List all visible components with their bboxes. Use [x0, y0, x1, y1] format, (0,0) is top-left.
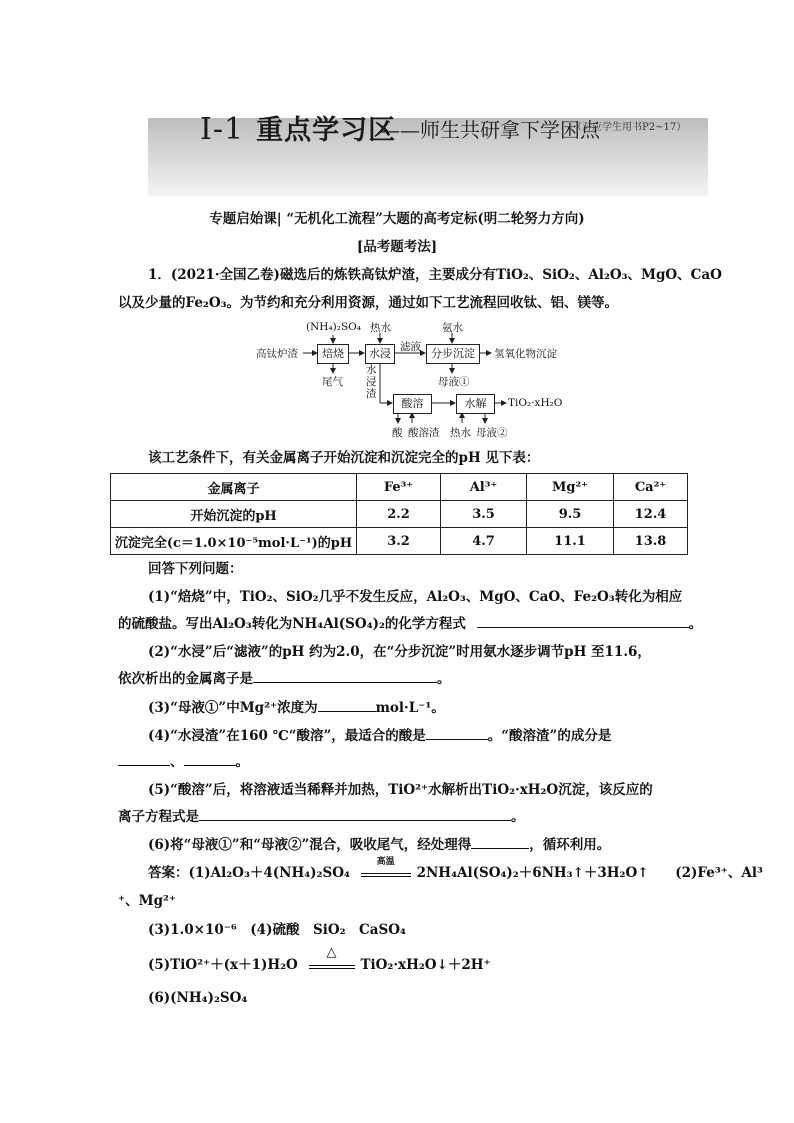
flow-label-filtrate: 滤液 [400, 341, 421, 353]
answer-1-condition [361, 857, 411, 877]
table-row [111, 528, 688, 555]
question-stem-line1: 1．(2021·全国乙卷)磁选后的炼铁高钛炉渣，主要成分有TiO₂、SiO₂、Al₂O₃、MgO、CaO [148, 267, 722, 283]
q4-sep: 、 [170, 754, 184, 770]
answer-5 [148, 945, 491, 975]
table-cell: 11.1 [527, 528, 614, 555]
flow-label-reagent: (NH₄)₂SO₄ [306, 321, 361, 333]
banner-subtitle: ——师生共研拿下学困点 [380, 118, 600, 142]
table-cell: 2.2 [357, 501, 441, 528]
q1-end: 。 [688, 616, 703, 632]
q4-line2 [118, 753, 249, 772]
answer-2: (2)Fe³⁺、Al³ [675, 865, 763, 881]
q4-mid: 。“酸溶渣”的成分是 [487, 728, 612, 744]
q1-answer-blank[interactable] [477, 615, 689, 628]
flow-box-acid-dissolve: 酸溶 [393, 394, 432, 414]
q3-line [148, 699, 445, 718]
answer-intro: 回答下列问题： [148, 561, 243, 577]
table-row [111, 501, 688, 528]
q2-answer-blank[interactable] [253, 670, 437, 683]
table-header-cell: Ca²⁺ [614, 474, 688, 501]
flow-label-acid: 酸 [392, 427, 403, 439]
q6-text: (6)将“母液①”和“母液②”混合，吸收尾气，经处理得 [148, 837, 472, 853]
flow-box-hydrolysis: 水解 [456, 394, 495, 414]
table-intro: 该工艺条件下，有关金属离子开始沉淀和沉淀完全的pH 见下表： [148, 450, 540, 466]
q5-line2 [118, 808, 525, 827]
flow-label-acid-residue: 酸溶渣 [408, 427, 440, 439]
flow-label-mother1: 母液① [438, 376, 470, 388]
answer-6: (6)(NH₄)₂SO₄ [148, 990, 248, 1006]
q3-answer-blank[interactable] [318, 699, 376, 712]
q2-end: 。 [437, 671, 451, 687]
table-header-cell: Al³⁺ [441, 474, 527, 501]
answer-3-4: (3)1.0×10⁻⁶ (4)硫酸 SiO₂ CaSO₄ [148, 922, 406, 938]
q4-residue-blank2[interactable] [184, 753, 236, 766]
q1-line1: (1)“焙烧”中，TiO₂、SiO₂几乎不发生反应，Al₂O₃、MgO、CaO、Fe₂O₃转化为相应 [148, 589, 683, 605]
flow-label-ammonia: 氨水 [442, 322, 463, 334]
ph-table [110, 473, 688, 555]
table-header-row [111, 474, 688, 501]
q6-line [148, 836, 610, 855]
q6-answer-blank[interactable] [471, 836, 529, 849]
banner-title-text: 重点学习区 [256, 115, 397, 146]
answer-5-right: TiO₂·xH₂O↓＋2H⁺ [360, 957, 491, 973]
flow-label-hot-water2: 热水 [450, 427, 471, 439]
q4-text: (4)“水浸渣”在160 ℃“酸溶”，最适合的酸是 [148, 728, 426, 744]
q2-line2 [118, 670, 451, 689]
flow-label-mother2: 母液② [476, 427, 508, 439]
q6-end: ，循环利用。 [529, 837, 611, 853]
table-cell: 4.7 [441, 528, 527, 555]
flow-label-hot-water: 热水 [370, 322, 391, 334]
q5-end: 。 [511, 809, 525, 825]
q1-line2 [118, 615, 702, 634]
table-header-cell: 金属离子 [111, 474, 357, 501]
flow-label-residue: 水 浸 渣 [366, 364, 377, 400]
answer-1-equals [361, 873, 411, 877]
q4-acid-blank[interactable] [426, 727, 488, 740]
q2-line1: (2)“水浸”后“滤液”的pH 约为2.0，在“分步沉淀”时用氨水逐步调节pH 至11.6， [148, 644, 651, 660]
q4-end: 。 [235, 754, 249, 770]
answer-5-equals [309, 965, 355, 969]
q2-line2-text: 依次析出的金属离子是 [118, 671, 253, 687]
banner-note: （对应学生用书P2~17） [572, 122, 687, 133]
section-heading: [品考题考法] [356, 239, 438, 255]
answer-1-right: 2NH₄Al(SO₄)₂＋6NH₃↑＋3H₂O↑ [416, 865, 649, 881]
table-cell: 3.2 [357, 528, 441, 555]
answer-line1 [148, 857, 763, 883]
topic-heading: 专题启始课| “无机化工流程”大题的高考定标(明二轮努力方向) [209, 211, 585, 227]
q1-line2-text: 的硫酸盐。写出Al₂O₃转化为NH₄Al(SO₄)₂的化学方程式 [118, 616, 466, 632]
q5-line2-text: 离子方程式是 [118, 809, 199, 825]
table-header-cell: Mg²⁺ [527, 474, 614, 501]
banner-number: I-1 [200, 112, 245, 147]
answer-1-left: (1)Al₂O₃＋4(NH₄)₂SO₄ [188, 865, 350, 881]
q5-line1: (5)“酸溶”后，将溶液适当稀释并加热，TiO²⁺水解析出TiO₂·xH₂O沉淀，该反应的 [148, 782, 653, 798]
table-cell: 13.8 [614, 528, 688, 555]
answer-5-left: (5)TiO²⁺＋(x＋1)H₂O [148, 957, 298, 973]
flow-box-water-leach: 水浸 [365, 344, 395, 364]
q4-residue-blank1[interactable] [118, 753, 170, 766]
answer-5-condition-text: △ [326, 945, 337, 960]
answer-5-condition [309, 945, 355, 969]
flow-label-tail-gas: 尾气 [322, 376, 343, 388]
q5-answer-blank[interactable] [199, 808, 511, 821]
q3-text: (3)“母液①”中Mg²⁺浓度为 [148, 700, 318, 716]
table-cell: 开始沉淀的pH [111, 501, 357, 528]
flow-box-roast: 焙烧 [317, 344, 349, 364]
table-cell: 沉淀完全(c＝1.0×10⁻⁵mol·L⁻¹)的pH [111, 528, 357, 555]
q3-unit: mol·L⁻¹。 [375, 700, 445, 716]
table-cell: 3.5 [441, 501, 527, 528]
answer-1-condition-text: 高温 [376, 857, 395, 867]
answer-2-cont: ⁺、Mg²⁺ [118, 893, 177, 909]
table-header-cell: Fe³⁺ [357, 474, 441, 501]
flow-arrows [0, 0, 794, 460]
flow-label-feed: 高钛炉渣 [256, 348, 298, 360]
flow-label-product: TiO₂·xH₂O [508, 397, 563, 409]
q4-line1 [148, 727, 611, 746]
question-stem-line2: 以及少量的Fe₂O₃。为节约和充分利用资源，通过如下工艺流程回收钛、铝、镁等。 [118, 295, 619, 311]
table-cell: 9.5 [527, 501, 614, 528]
flow-box-step-precip: 分步沉淀 [426, 344, 480, 364]
table-cell: 12.4 [614, 501, 688, 528]
flow-label-hydroxide: 氢氧化物沉淀 [494, 348, 557, 360]
answer-label: 答案： [148, 865, 189, 881]
